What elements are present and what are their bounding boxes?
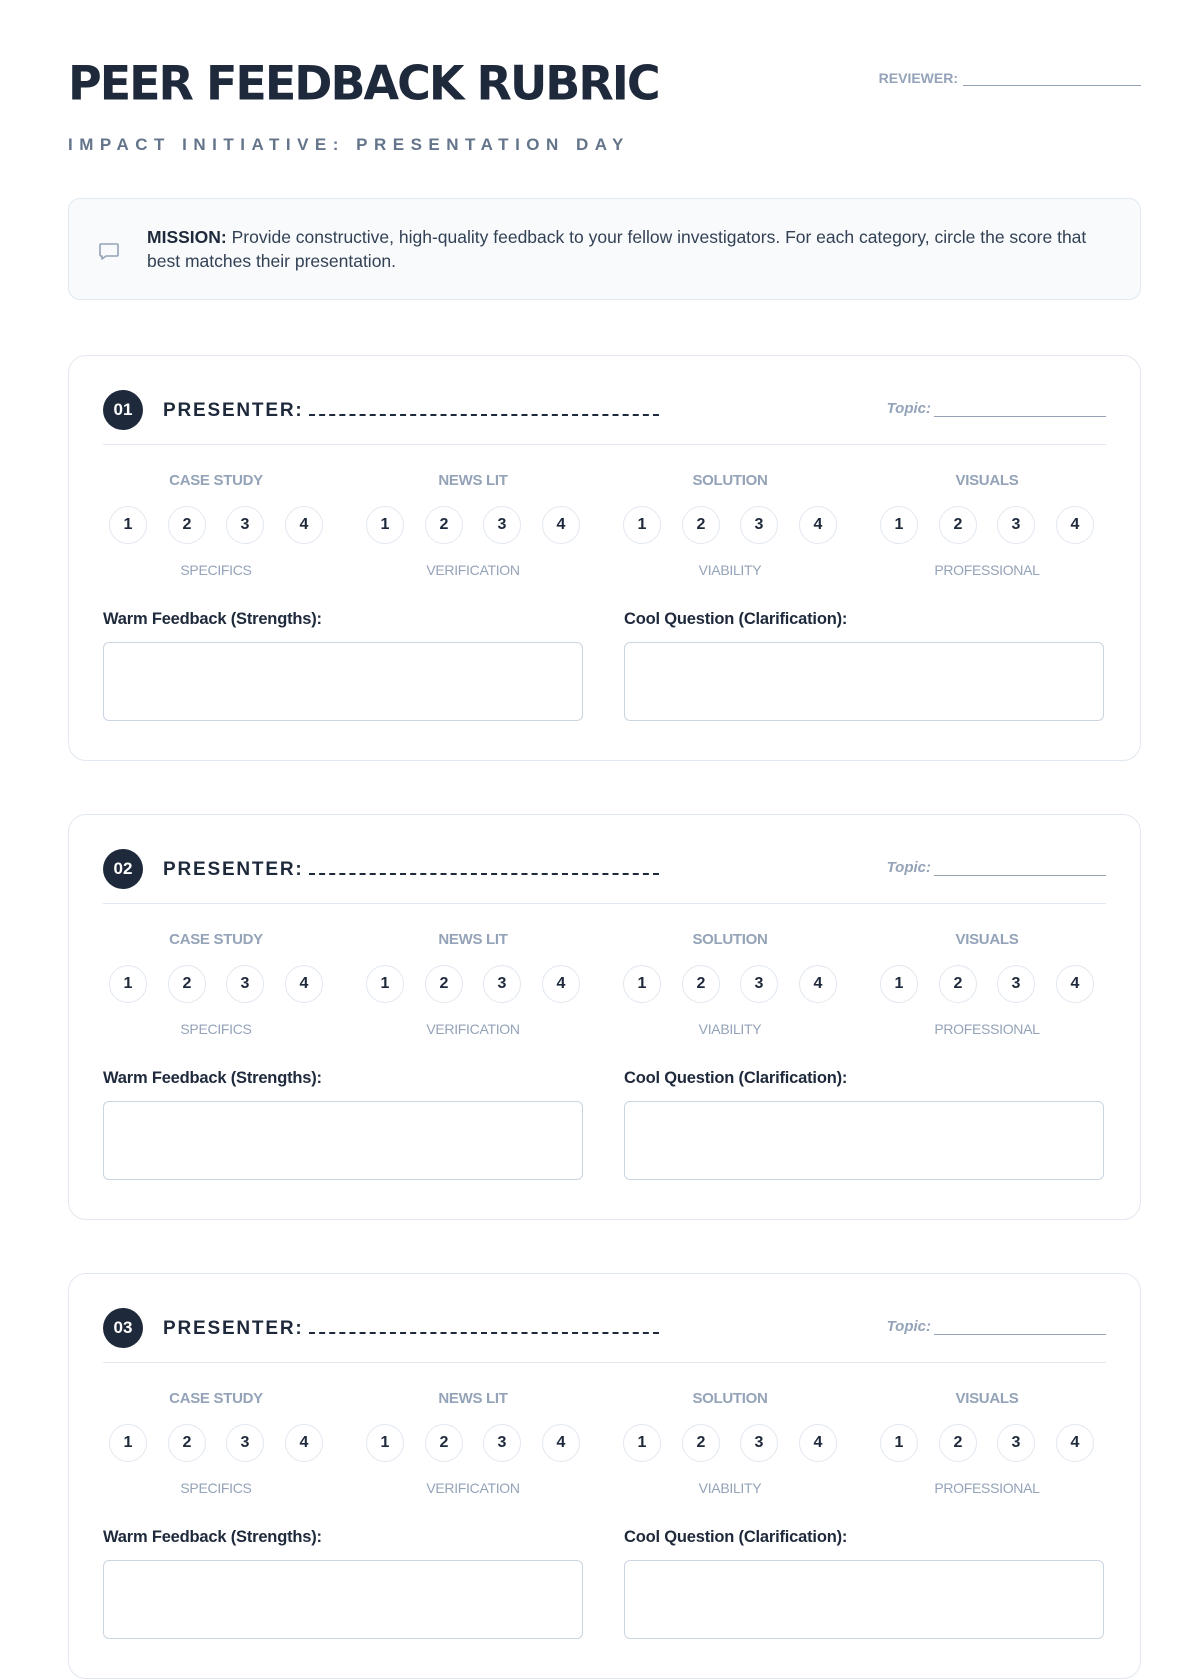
score-circle-1[interactable]: 1 xyxy=(366,506,404,544)
chat-bubble-icon xyxy=(97,239,121,263)
cool-question-box[interactable] xyxy=(624,642,1104,721)
topic-input-line[interactable] xyxy=(934,1320,1106,1335)
score-circle-3[interactable]: 3 xyxy=(226,506,264,544)
criterion-title: SOLUTION xyxy=(692,931,768,948)
warm-feedback-section xyxy=(103,1069,583,1180)
criterion-subtitle: VIABILITY xyxy=(698,562,762,578)
criterion-subtitle: PROFESSIONAL xyxy=(934,1480,1040,1496)
card-header xyxy=(103,390,1106,445)
criterion-title: VISUALS xyxy=(955,472,1019,489)
presenter-card xyxy=(68,355,1141,761)
reviewer-field xyxy=(879,70,1141,86)
score-options xyxy=(109,1424,325,1464)
score-circle-4[interactable]: 4 xyxy=(542,506,580,544)
score-options xyxy=(366,1424,582,1464)
presenter-number-badge: 01 xyxy=(103,390,143,430)
score-circle-4[interactable]: 4 xyxy=(1056,965,1094,1003)
score-circle-1[interactable]: 1 xyxy=(880,965,918,1003)
score-circle-4[interactable]: 4 xyxy=(799,506,837,544)
score-circle-4[interactable]: 4 xyxy=(542,965,580,1003)
criterion-title: VISUALS xyxy=(955,931,1019,948)
score-circle-1[interactable]: 1 xyxy=(623,965,661,1003)
criterion-title: NEWS LIT xyxy=(438,931,508,948)
criterion-subtitle: SPECIFICS xyxy=(180,1021,252,1037)
criteria-row xyxy=(103,931,1107,1041)
score-circle-2[interactable]: 2 xyxy=(939,1424,977,1462)
score-circle-1[interactable]: 1 xyxy=(109,965,147,1003)
score-circle-2[interactable]: 2 xyxy=(168,1424,206,1462)
criteria-row xyxy=(103,1390,1107,1500)
score-circle-4[interactable]: 4 xyxy=(799,1424,837,1462)
score-circle-3[interactable]: 3 xyxy=(997,506,1035,544)
score-circle-1[interactable]: 1 xyxy=(623,1424,661,1462)
topic-input-line[interactable] xyxy=(934,402,1106,417)
warm-feedback-section xyxy=(103,1528,583,1639)
presenter-number-badge: 02 xyxy=(103,849,143,889)
page-subtitle: IMPACT INITIATIVE: PRESENTATION DAY xyxy=(68,135,630,154)
score-circle-3[interactable]: 3 xyxy=(226,1424,264,1462)
criterion-title: NEWS LIT xyxy=(438,472,508,489)
criterion-subtitle: VIABILITY xyxy=(698,1480,762,1496)
warm-feedback-box[interactable] xyxy=(103,642,583,721)
presenter-number-badge: 03 xyxy=(103,1308,143,1348)
criterion-visuals xyxy=(874,472,1100,582)
score-circle-4[interactable]: 4 xyxy=(542,1424,580,1462)
score-options xyxy=(623,1424,839,1464)
score-circle-2[interactable]: 2 xyxy=(682,506,720,544)
card-header xyxy=(103,1308,1106,1363)
mission-text: Provide constructive, high-quality feedback to your fellow investigators. For each category, circle the score that best matches their presentation. xyxy=(147,227,1087,271)
score-options xyxy=(109,965,325,1005)
reviewer-label: REVIEWER: xyxy=(878,70,958,86)
score-circle-3[interactable]: 3 xyxy=(483,1424,521,1462)
score-options xyxy=(366,965,582,1005)
criterion-solution xyxy=(617,472,843,582)
score-circle-3[interactable]: 3 xyxy=(740,1424,778,1462)
reviewer-input-line[interactable] xyxy=(963,71,1141,86)
score-circle-3[interactable]: 3 xyxy=(483,965,521,1003)
warm-feedback-label: Warm Feedback (Strengths): xyxy=(103,1069,322,1087)
score-circle-4[interactable]: 4 xyxy=(1056,1424,1094,1462)
score-circle-3[interactable]: 3 xyxy=(226,965,264,1003)
topic-label: Topic: xyxy=(886,400,931,417)
score-options xyxy=(880,506,1096,546)
score-options xyxy=(880,1424,1096,1464)
mission-callout xyxy=(68,198,1141,300)
criterion-solution xyxy=(617,1390,843,1500)
criterion-title: VISUALS xyxy=(955,1390,1019,1407)
topic-input-line[interactable] xyxy=(934,861,1106,876)
warm-feedback-section xyxy=(103,610,583,721)
criterion-subtitle: VERIFICATION xyxy=(426,1480,520,1496)
criterion-visuals xyxy=(874,931,1100,1041)
criterion-case-study xyxy=(103,931,329,1041)
warm-feedback-label: Warm Feedback (Strengths): xyxy=(103,1528,322,1546)
cool-question-section xyxy=(624,610,1104,721)
score-circle-2[interactable]: 2 xyxy=(425,506,463,544)
warm-feedback-box[interactable] xyxy=(103,1101,583,1180)
cool-question-label: Cool Question (Clarification): xyxy=(624,1528,848,1546)
criterion-news-lit xyxy=(360,931,586,1041)
score-circle-2[interactable]: 2 xyxy=(939,965,977,1003)
score-circle-2[interactable]: 2 xyxy=(939,506,977,544)
warm-feedback-label: Warm Feedback (Strengths): xyxy=(103,610,322,628)
score-circle-1[interactable]: 1 xyxy=(623,506,661,544)
presenter-label: PRESENTER: xyxy=(163,1318,304,1339)
score-circle-1[interactable]: 1 xyxy=(880,1424,918,1462)
score-circle-2[interactable]: 2 xyxy=(168,965,206,1003)
score-circle-3[interactable]: 3 xyxy=(740,506,778,544)
presenter-name-line[interactable] xyxy=(309,857,659,875)
score-options xyxy=(623,965,839,1005)
score-circle-2[interactable]: 2 xyxy=(425,1424,463,1462)
criterion-title: SOLUTION xyxy=(692,1390,768,1407)
criterion-subtitle: SPECIFICS xyxy=(180,562,252,578)
criterion-solution xyxy=(617,931,843,1041)
criterion-case-study xyxy=(103,472,329,582)
score-circle-3[interactable]: 3 xyxy=(997,1424,1035,1462)
score-circle-3[interactable]: 3 xyxy=(740,965,778,1003)
score-options xyxy=(880,965,1096,1005)
criterion-subtitle: PROFESSIONAL xyxy=(934,1021,1040,1037)
score-circle-4[interactable]: 4 xyxy=(285,965,323,1003)
presenter-name-line[interactable] xyxy=(309,398,659,416)
presenter-label: PRESENTER: xyxy=(163,400,304,421)
criterion-subtitle: VIABILITY xyxy=(698,1021,762,1037)
score-circle-2[interactable]: 2 xyxy=(168,506,206,544)
criterion-title: CASE STUDY xyxy=(169,472,263,489)
topic-label: Topic: xyxy=(886,859,931,876)
cool-question-box[interactable] xyxy=(624,1101,1104,1180)
score-options xyxy=(109,506,325,546)
criterion-news-lit xyxy=(360,472,586,582)
score-circle-1[interactable]: 1 xyxy=(880,506,918,544)
criteria-row xyxy=(103,472,1107,582)
presenter-name-line[interactable] xyxy=(309,1316,659,1334)
score-circle-4[interactable]: 4 xyxy=(799,965,837,1003)
card-header xyxy=(103,849,1106,904)
cool-question-label: Cool Question (Clarification): xyxy=(624,610,848,628)
score-circle-2[interactable]: 2 xyxy=(425,965,463,1003)
cool-question-section xyxy=(624,1069,1104,1180)
mission-text-block xyxy=(147,225,1110,273)
score-options xyxy=(366,506,582,546)
presenter-label: PRESENTER: xyxy=(163,859,304,880)
criterion-subtitle: PROFESSIONAL xyxy=(934,562,1040,578)
criterion-title: SOLUTION xyxy=(692,472,768,489)
cool-question-label: Cool Question (Clarification): xyxy=(624,1069,848,1087)
topic-field xyxy=(887,859,1106,876)
cool-question-section xyxy=(624,1528,1104,1639)
score-circle-3[interactable]: 3 xyxy=(483,506,521,544)
presenter-field xyxy=(163,1316,659,1340)
score-circle-1[interactable]: 1 xyxy=(366,965,404,1003)
presenter-card xyxy=(68,814,1141,1220)
page-title: PEER FEEDBACK RUBRIC xyxy=(68,55,659,111)
score-options xyxy=(623,506,839,546)
criterion-visuals xyxy=(874,1390,1100,1500)
score-circle-4[interactable]: 4 xyxy=(285,506,323,544)
criterion-subtitle: SPECIFICS xyxy=(180,1480,252,1496)
criterion-subtitle: VERIFICATION xyxy=(426,562,520,578)
criterion-title: CASE STUDY xyxy=(169,931,263,948)
score-circle-3[interactable]: 3 xyxy=(997,965,1035,1003)
mission-label: MISSION: xyxy=(147,227,227,247)
score-circle-4[interactable]: 4 xyxy=(1056,506,1094,544)
topic-label: Topic: xyxy=(886,1318,931,1335)
score-circle-1[interactable]: 1 xyxy=(109,506,147,544)
score-circle-1[interactable]: 1 xyxy=(109,1424,147,1462)
criterion-case-study xyxy=(103,1390,329,1500)
presenter-card xyxy=(68,1273,1141,1679)
score-circle-1[interactable]: 1 xyxy=(366,1424,404,1462)
topic-field xyxy=(887,400,1106,417)
header xyxy=(68,0,1141,200)
score-circle-4[interactable]: 4 xyxy=(285,1424,323,1462)
topic-field xyxy=(887,1318,1106,1335)
presenter-field xyxy=(163,398,659,422)
criterion-subtitle: VERIFICATION xyxy=(426,1021,520,1037)
criterion-news-lit xyxy=(360,1390,586,1500)
criterion-title: NEWS LIT xyxy=(438,1390,508,1407)
score-circle-2[interactable]: 2 xyxy=(682,1424,720,1462)
criterion-title: CASE STUDY xyxy=(169,1390,263,1407)
score-circle-2[interactable]: 2 xyxy=(682,965,720,1003)
presenter-field xyxy=(163,857,659,881)
rubric-page xyxy=(68,0,1141,1546)
